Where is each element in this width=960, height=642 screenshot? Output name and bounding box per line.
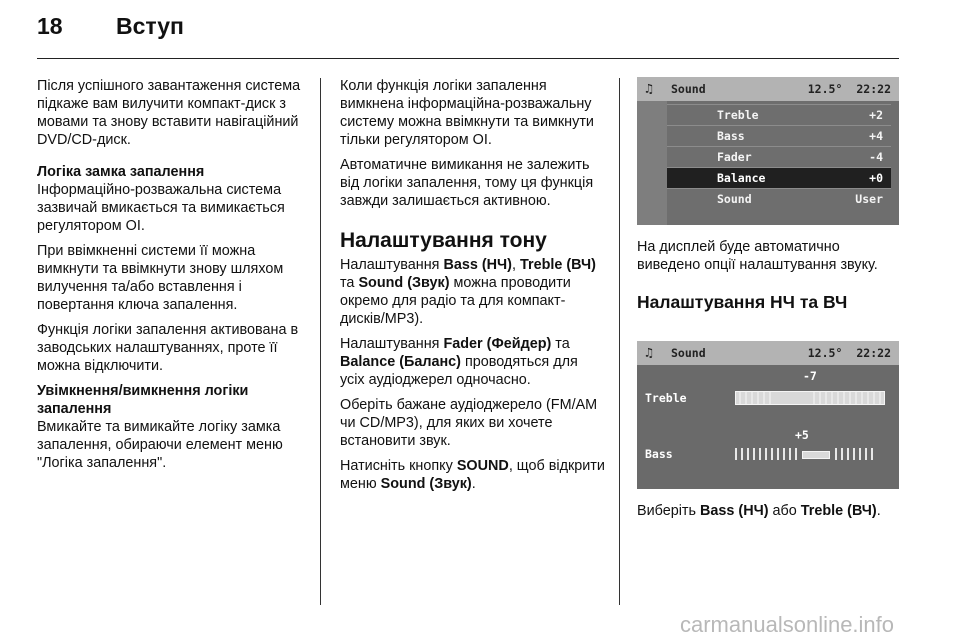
temperature: 12.5° [807, 82, 843, 96]
section-heading: Налаштування тону [340, 229, 547, 252]
bass-slider-thumb [802, 451, 830, 459]
bass-label: Bass [645, 447, 673, 461]
section-heading: Налаштування НЧ та ВЧ [637, 292, 848, 312]
music-note-icon: ♫ [645, 81, 653, 97]
page-title: Вступ [116, 13, 184, 39]
header-rule [37, 58, 899, 59]
screen-title: Sound [671, 346, 706, 360]
clock: 22:22 [856, 82, 891, 96]
treble-ticks [813, 391, 881, 405]
paragraph: Інформаційно-розважальна система зазвичай вмикається та вимикається регулятором OI. [37, 182, 285, 234]
column-divider [320, 78, 321, 605]
section-heading: Увімкнення/вимкнення логіки запалення [37, 383, 249, 417]
paragraph: Виберіть Bass (НЧ) або Treble (ВЧ). [637, 503, 881, 519]
bass-value: +5 [795, 428, 809, 442]
screen-header [637, 77, 899, 101]
screen-left-bar [637, 101, 667, 225]
column-3-bottom [637, 502, 899, 527]
paragraph: Після успішного завантаження система підкаже вам вилучити компакт-диск з мовами та знову вставити навігаційний DVD/CD-диск. [37, 78, 301, 148]
treble-ticks [739, 391, 771, 405]
paragraph: Налаштування Bass (НЧ), Treble (ВЧ) та Sound (Звук) можна проводити окремо для радіо та для компакт-дисків/MP3). [340, 257, 596, 327]
column-divider [619, 78, 620, 605]
paragraph: Автоматичне вимикання не залежить від логіки запалення, тому ця функція завжди залишається активною. [340, 157, 594, 209]
sound-menu-list [667, 104, 891, 209]
menu-item-sound: Sound User [667, 188, 891, 209]
paragraph: При ввімкненні системи її можна вимкнути та ввімкнути знову шляхом вилучення та/або вставлення і повертання ключа запалення. [37, 243, 284, 313]
column-3 [637, 238, 899, 322]
temperature: 12.5° [807, 346, 843, 360]
menu-item-fader: Fader -4 [667, 146, 891, 167]
paragraph: На дисплей буде автоматично виведено опції налаштування звуку. [637, 239, 878, 273]
music-note-icon: ♫ [645, 345, 653, 361]
watermark: carmanualsonline.info [680, 612, 895, 637]
column-1 [37, 77, 307, 479]
page-number: 18 [37, 13, 63, 39]
clock: 22:22 [856, 346, 891, 360]
column-2 [340, 77, 605, 500]
menu-item-treble: Treble +2 [667, 104, 891, 125]
treble-value: -7 [803, 369, 817, 383]
menu-item-balance: Balance +0 [667, 167, 891, 188]
bass-ticks [735, 447, 797, 461]
slider-area [637, 365, 899, 489]
paragraph: Коли функція логіки запалення вимкнена інформаційна-розважальну систему можна ввімкнути та вимкнути тільки регулятором OI. [340, 78, 594, 148]
section-heading: Логіка замка запалення [37, 164, 205, 180]
paragraph: Функція логіки запалення активована в заводських налаштуваннях, проте її можна відключити. [37, 322, 299, 374]
paragraph: Налаштування Fader (Фейдер) та Balance (Баланс) проводяться для усіх аудіоджерел одночасно. [340, 336, 578, 388]
paragraph: Натисніть кнопку SOUND, щоб відкрити меню Sound (Звук). [340, 458, 605, 492]
bass-treble-screenshot [637, 341, 899, 489]
bass-ticks [835, 447, 873, 461]
menu-item-bass: Bass +4 [667, 125, 891, 146]
treble-label: Treble [645, 391, 687, 405]
screen-header [637, 341, 899, 365]
paragraph: Вмикайте та вимикайте логіку замка запалення, обираючи елемент меню "Логіка запалення". [37, 419, 283, 471]
sound-menu-screenshot [637, 77, 899, 225]
screen-title: Sound [671, 82, 706, 96]
paragraph: Оберіть бажане аудіоджерело (FM/AM чи CD/MP3), для яких ви хочете встановити звук. [340, 397, 598, 449]
